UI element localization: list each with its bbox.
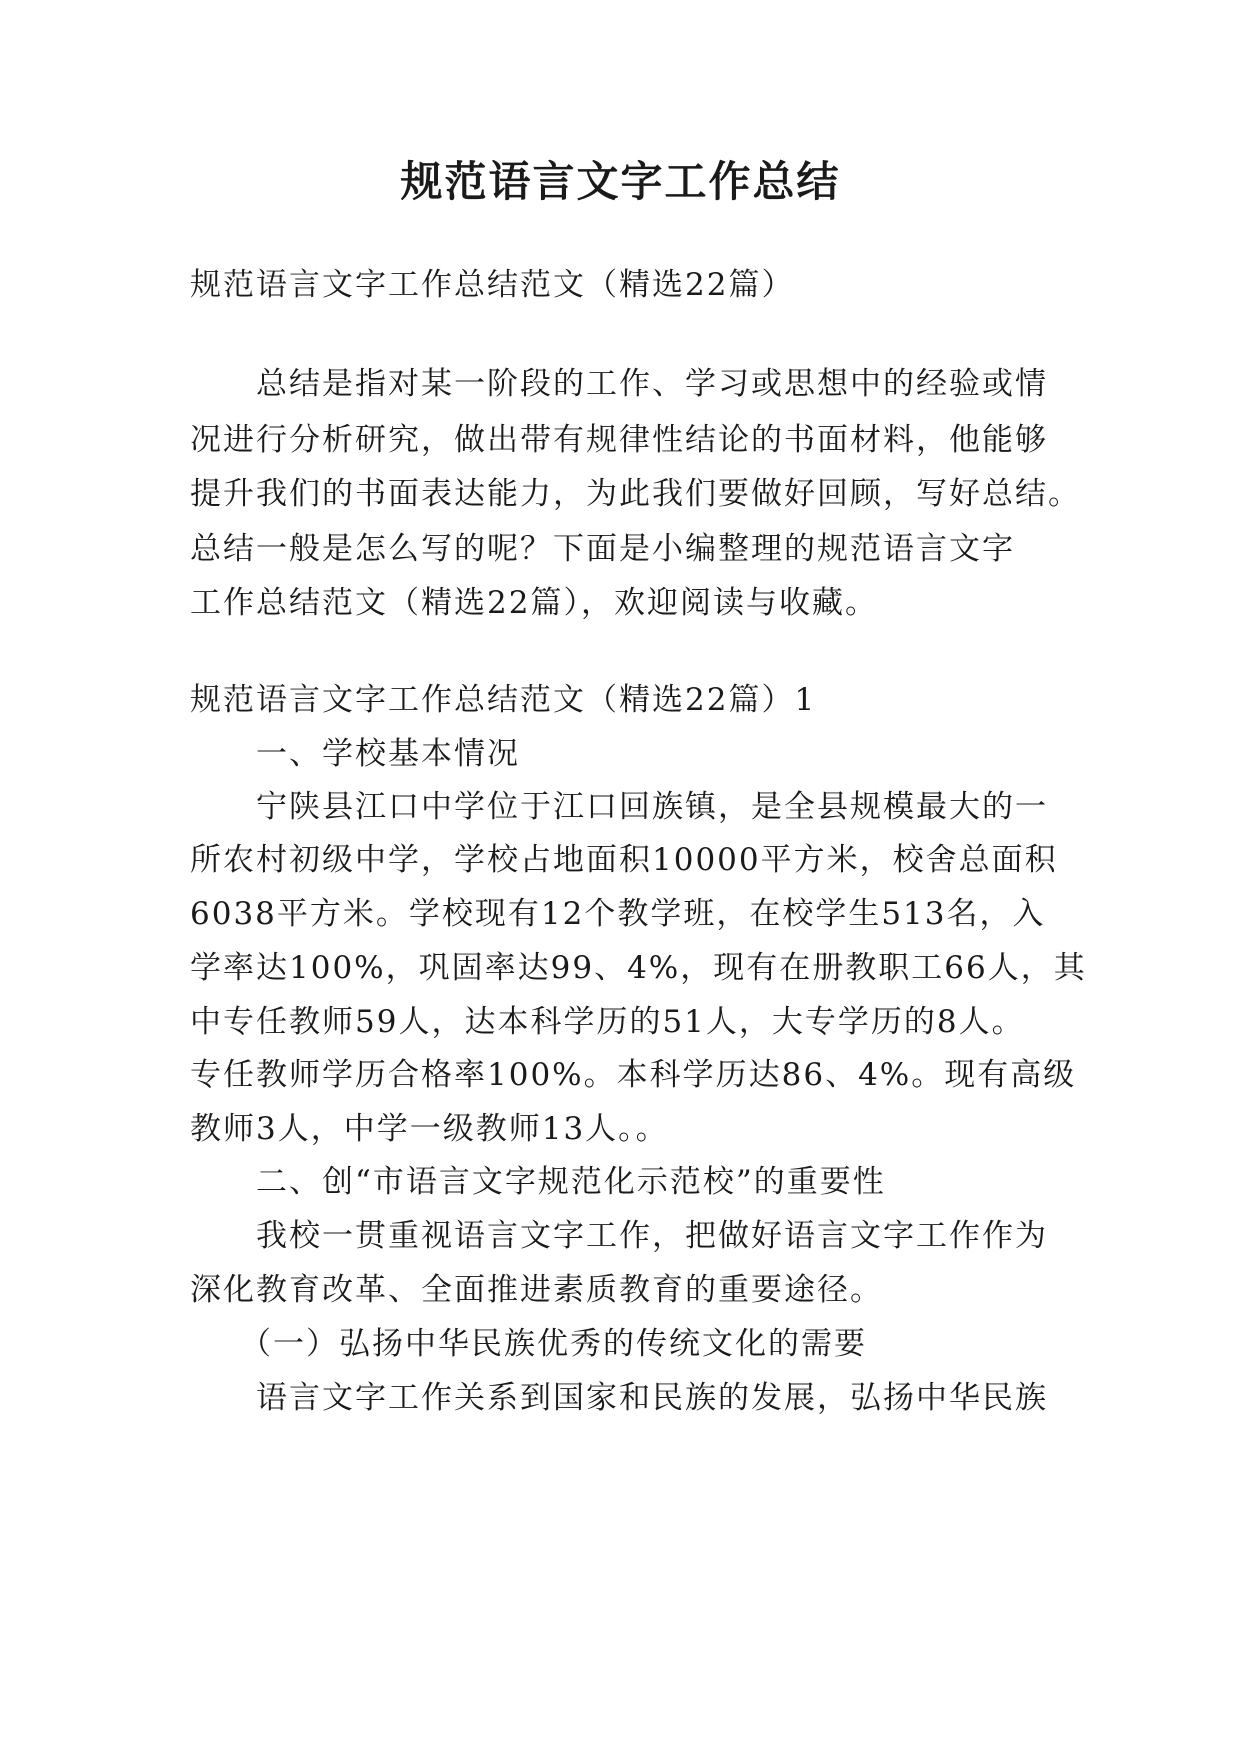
- body-line: 学率达100%，巩固率达99、4%，现有在册教职工66人，其: [190, 950, 1087, 986]
- intro-line: 况进行分析研究，做出带有规律性结论的书面材料，他能够: [190, 422, 1048, 458]
- body-line: 所农村初级中学，学校占地面积10000平方米，校舍总面积: [190, 842, 1058, 878]
- body-heading: （一）弘扬中华民族优秀的传统文化的需要: [240, 1326, 867, 1362]
- body-line: 专任教师学历合格率100%。本科学历达86、4%。现有高级: [190, 1057, 1077, 1093]
- intro-line: 工作总结范文（精选22篇），欢迎阅读与收藏。: [190, 585, 878, 621]
- body-line: 深化教育改革、全面推进素质教育的重要途径。: [190, 1272, 883, 1308]
- body-line: 宁陕县江口中学位于江口回族镇，是全县规模最大的一: [256, 789, 1048, 825]
- intro-line: 总结一般是怎么写的呢？下面是小编整理的规范语言文字: [190, 531, 1015, 567]
- body-heading: 二、创“市语言文字规范化示范校”的重要性: [256, 1164, 886, 1200]
- intro-line: 总结是指对某一阶段的工作、学习或思想中的经验或情: [256, 366, 1048, 402]
- body-heading: 一、学校基本情况: [256, 736, 520, 772]
- body-line: 我校一贯重视语言文字工作，把做好语言文字工作作为: [256, 1218, 1048, 1254]
- document-title: 规范语言文字工作总结: [400, 157, 841, 206]
- document-subtitle: 规范语言文字工作总结范文（精选22篇）: [190, 267, 795, 303]
- body-line: 6038平方米。学校现有12个教学班，在校学生513名，入: [190, 896, 1046, 932]
- section-heading: 规范语言文字工作总结范文（精选22篇）1: [190, 682, 817, 718]
- body-line: 中专任教师59人，达本科学历的51人，大专学历的8人。: [190, 1004, 1025, 1040]
- intro-line: 提升我们的书面表达能力，为此我们要做好回顾，写好总结。: [190, 476, 1081, 512]
- body-line: 语言文字工作关系到国家和民族的发展，弘扬中华民族: [256, 1380, 1048, 1416]
- body-line: 教师3人，中学一级教师13人。。: [190, 1111, 669, 1147]
